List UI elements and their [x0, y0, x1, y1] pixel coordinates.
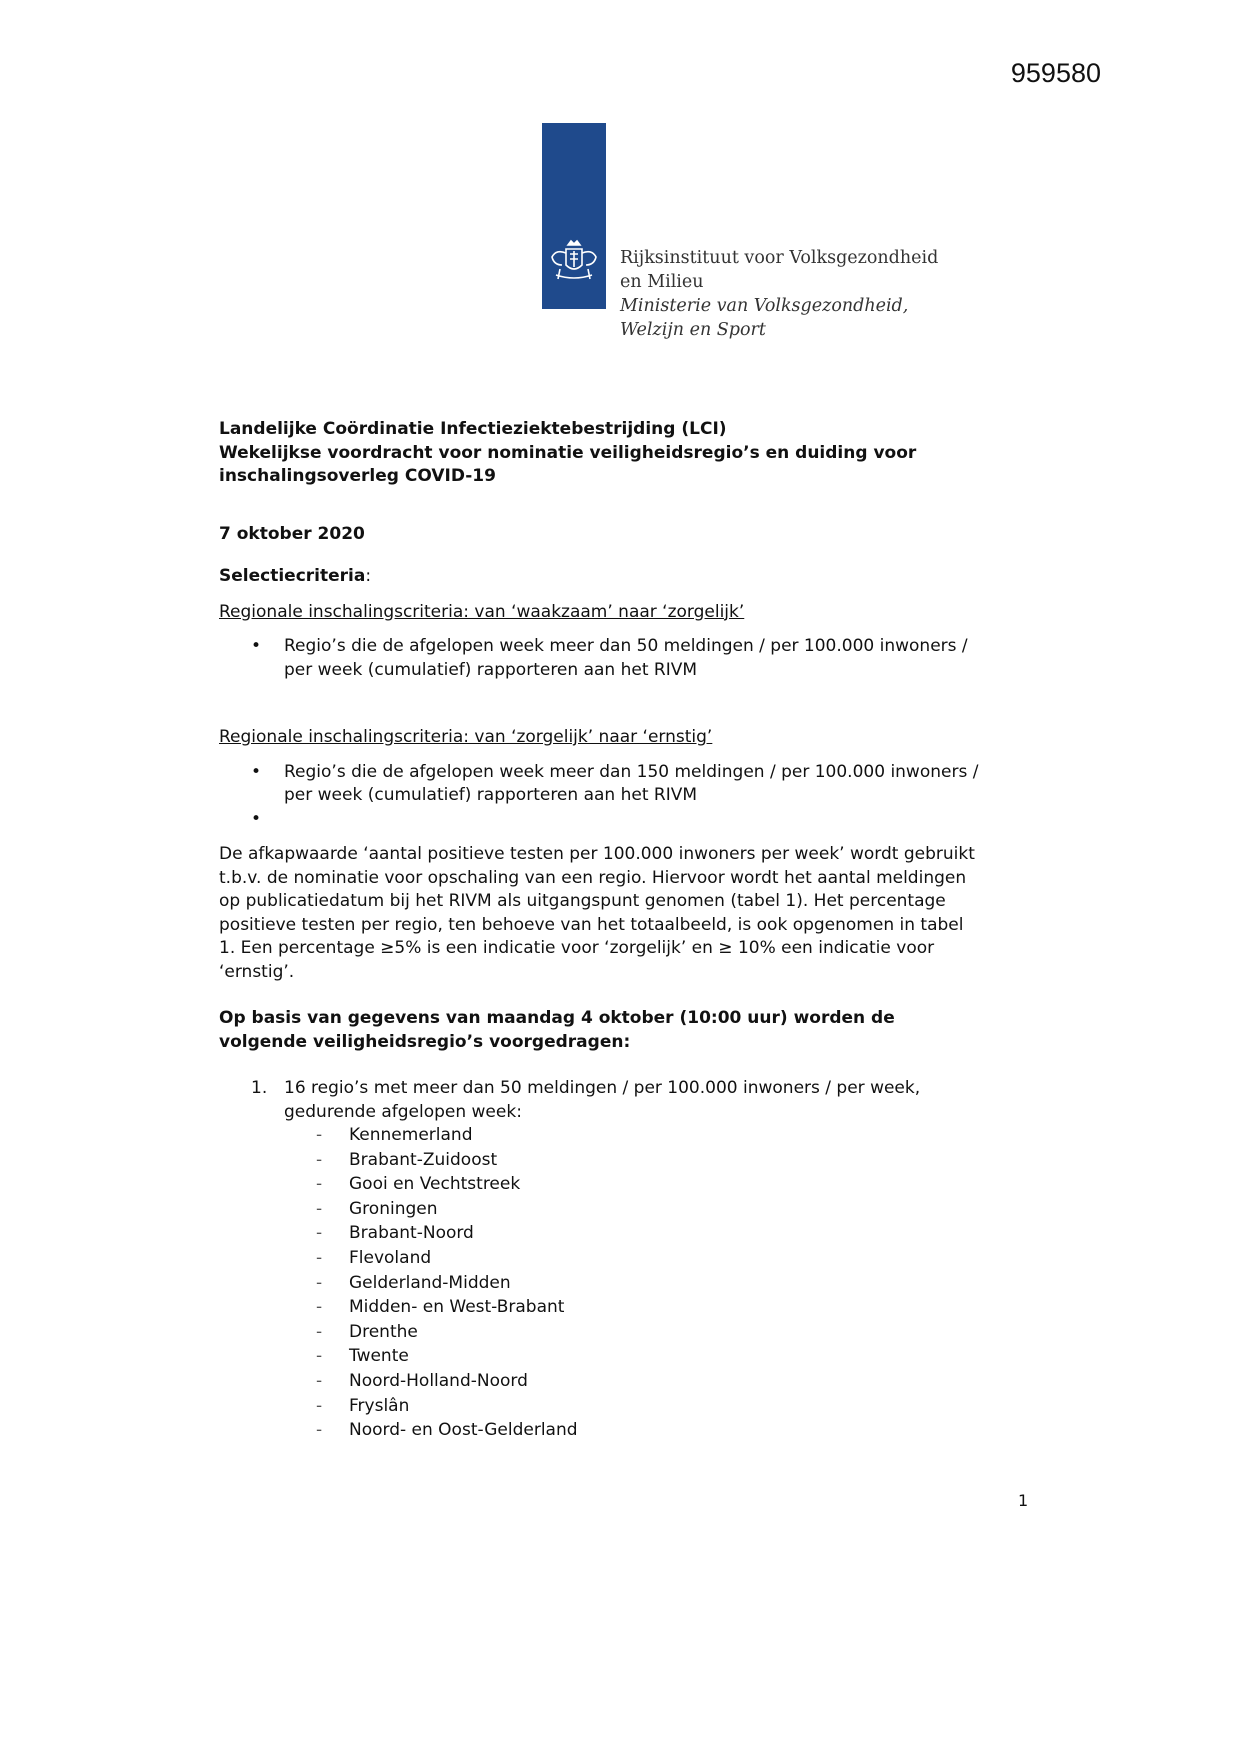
criteria2-heading: Regionale inschalingscriteria: van ‘zorgelijk’ naar ‘ernstig’ — [219, 727, 713, 747]
region-item: - Drenthe — [284, 1321, 1039, 1346]
region-item: - Brabant-Zuidoost — [284, 1149, 1039, 1174]
criteria1-bullet-line2: per week (cumulatief) rapporteren aan het RIVM — [284, 659, 698, 680]
selection-colon: : — [365, 566, 372, 586]
nomination-line1: 16 regio’s met meer dan 50 meldingen / per 100.000 inwoners / per week, — [284, 1078, 921, 1098]
selection-label: Selectiecriteria — [219, 566, 366, 586]
document-number: 959580 — [1010, 58, 1101, 88]
paragraph-line: op publicatiedatum bij het RIVM als uitgangspunt genomen (tabel 1). Het percentage — [219, 891, 946, 911]
region-item: - Kennemerland — [284, 1124, 1039, 1149]
paragraph-line: De afkapwaarde ‘aantal positieve testen per 100.000 inwoners per week’ wordt gebruikt — [219, 844, 975, 864]
criteria2-bullet-line1: • Regio’s die de afgelopen week meer dan 150 meldingen / per 100.000 inwoners / — [284, 761, 979, 782]
region-item: - Midden- en West-Brabant — [284, 1296, 1039, 1321]
rijksoverheid-logo-bar — [542, 123, 606, 309]
ministry-line1: Ministerie van Volksgezondheid, — [620, 296, 909, 316]
org-name-line1: Rijksinstituut voor Volksgezondheid — [620, 248, 939, 268]
selection-criteria-heading — [219, 565, 1039, 589]
region-item: - Gooi en Vechtstreek — [284, 1173, 1039, 1198]
title-line2: Wekelijkse voordracht voor nominatie veiligheidsregio’s en duiding voor — [219, 442, 917, 463]
org-name-line2: en Milieu — [620, 272, 704, 292]
region-item: - Noord-Holland-Noord — [284, 1370, 1039, 1395]
criteria2-bullet — [219, 761, 1039, 808]
empty-bullet — [219, 808, 1039, 832]
ministry-line2: Welzijn en Sport — [620, 320, 766, 340]
region-item: - Gelderland-Midden — [284, 1272, 1039, 1297]
criteria1-heading: Regionale inschalingscriteria: van ‘waakzaam’ naar ‘zorgelijk’ — [219, 601, 745, 622]
criteria1-bullets — [219, 635, 1039, 682]
region-item: - Fryslân — [284, 1395, 1039, 1420]
region-item: - Groningen — [284, 1198, 1039, 1223]
list-number: 1. — [251, 1078, 268, 1098]
paragraph-line: positieve testen per regio, ten behoeve van het totaalbeeld, is ook opgenomen in tabel — [219, 914, 964, 935]
document-title — [219, 418, 1039, 489]
region-item: - Brabant-Noord — [284, 1222, 1039, 1247]
criteria1-bullet — [219, 635, 1039, 682]
region-item: - Twente — [284, 1345, 1039, 1370]
criteria1-bullet-line1: • Regio’s die de afgelopen week meer dan 50 meldingen / per 100.000 inwoners / — [284, 636, 968, 656]
region-item: - Flevoland — [284, 1247, 1039, 1272]
paragraph-line: t.b.v. de nominatie voor opschaling van een regio. Hiervoor wordt het aantal meldingen — [219, 867, 967, 888]
criteria2-bullet-line2: per week (cumulatief) rapporteren aan het RIVM — [284, 785, 698, 805]
title-line3: inschalingsoverleg COVID-19 — [219, 466, 496, 486]
nomination-item-1 — [219, 1077, 1039, 1444]
paragraph-line: 1. Een percentage ≥5% is een indicatie voor ‘zorgelijk’ en ≥ 10% een indicatie voor — [219, 938, 935, 958]
page-number: 1 — [1018, 1491, 1029, 1510]
nomination-list — [219, 1077, 1039, 1444]
region-item: - Noord- en Oost-Gelderland — [284, 1419, 1039, 1444]
coat-of-arms-icon — [546, 239, 602, 287]
document-body — [219, 418, 1039, 1444]
region-list — [284, 1124, 1039, 1444]
basis-line1: Op basis van gegevens van maandag 4 oktober (10:00 uur) worden de — [219, 1008, 895, 1028]
nomination-line2: gedurende afgelopen week: — [284, 1101, 522, 1122]
document-date: 7 oktober 2020 — [219, 523, 365, 544]
criteria2-bullets — [219, 761, 1039, 832]
title-line1: Landelijke Coördinatie Infectieziektebestrijding (LCI) — [219, 419, 727, 439]
basis-statement — [219, 1007, 1039, 1054]
organisation-wordmark — [620, 246, 938, 342]
cutoff-paragraph — [219, 843, 1039, 984]
basis-line2: volgende veiligheidsregio’s voorgedragen: — [219, 1031, 631, 1052]
paragraph-line: ‘ernstig’. — [219, 961, 295, 982]
